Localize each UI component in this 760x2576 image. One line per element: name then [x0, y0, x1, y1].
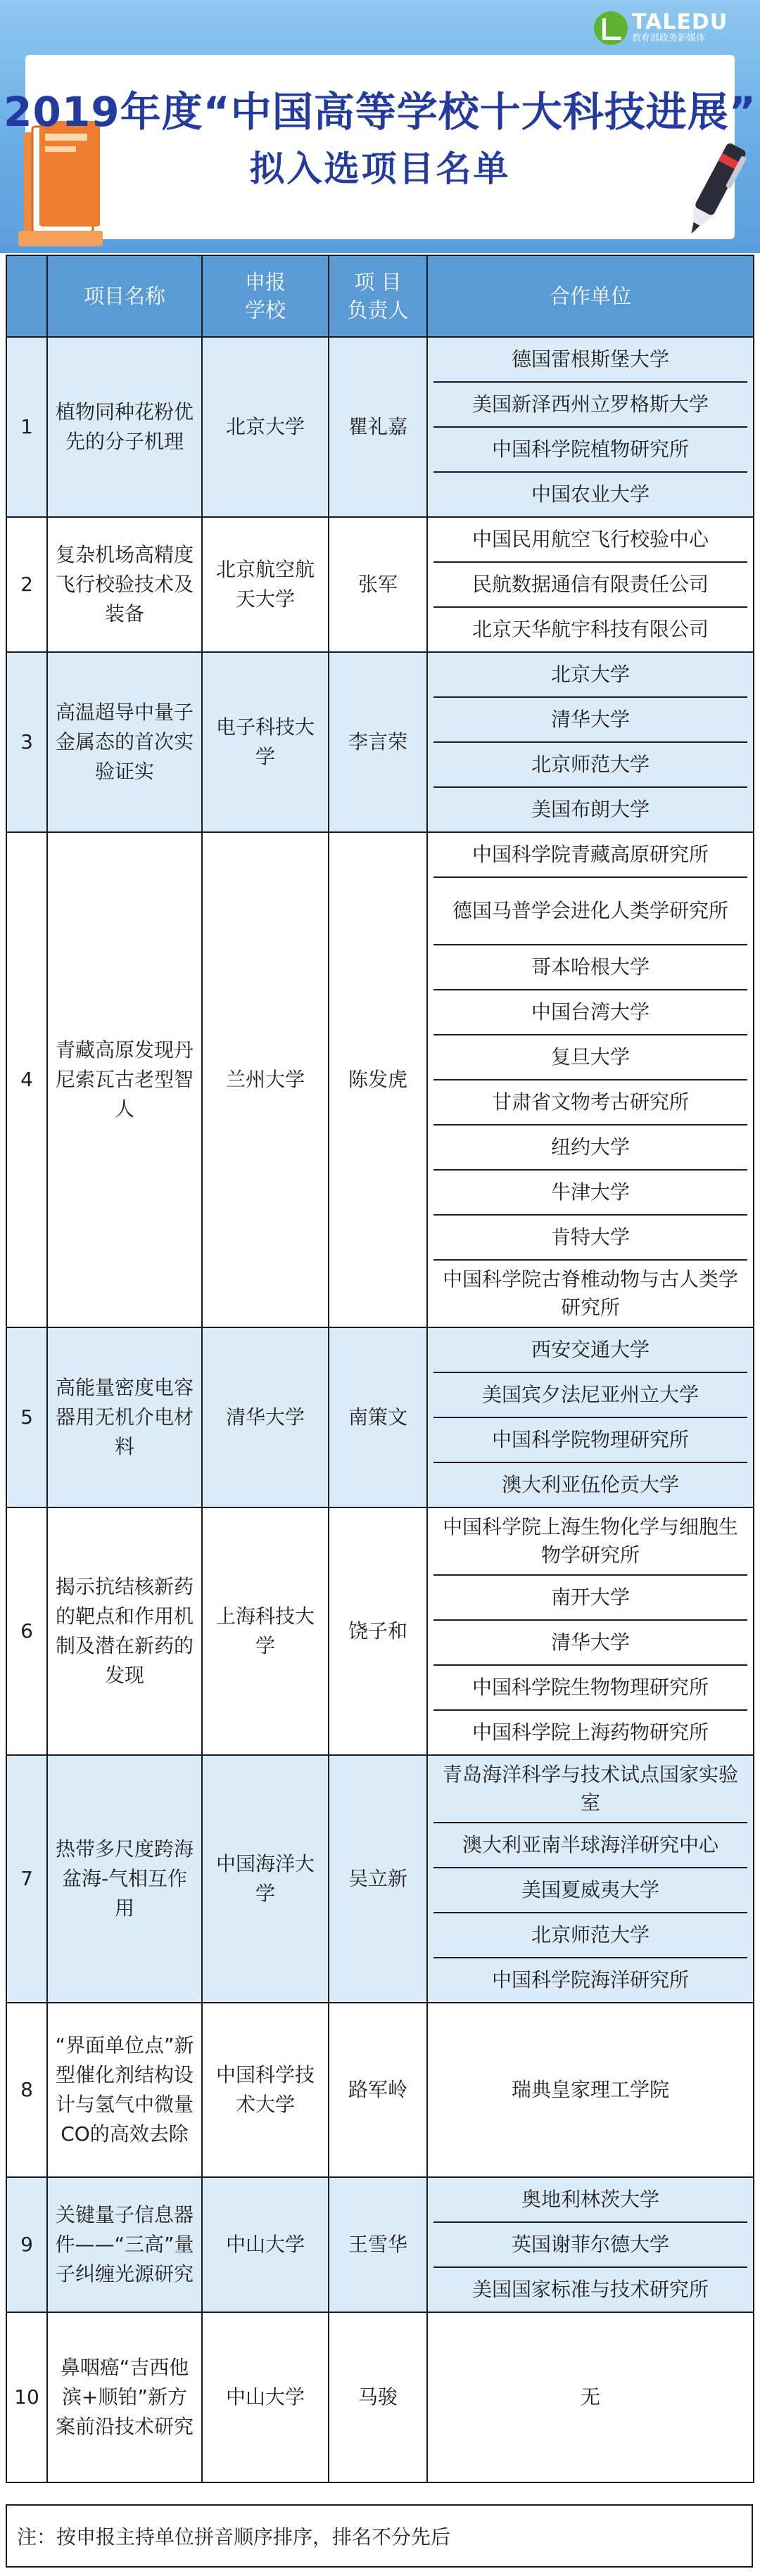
project-name: 青藏高原发现丹尼索瓦古老型智人 [47, 832, 202, 1327]
row-number: 2 [6, 517, 47, 652]
school: 中国海洋大学 [202, 1755, 329, 2003]
page-subtitle: 拟入选项目名单 [249, 148, 511, 189]
row-number: 10 [6, 2312, 47, 2482]
header-leader: 项 目 负责人 [329, 255, 427, 337]
partner-item: 中国台湾大学 [433, 990, 747, 1035]
project-name: 复杂机场高精度飞行校验技术及装备 [47, 517, 202, 652]
header-number [6, 255, 47, 337]
leader: 王雪华 [329, 2177, 427, 2312]
leader: 吴立新 [329, 1755, 427, 2003]
partner-list [427, 2003, 754, 2177]
partner-item: 民航数据通信有限责任公司 [433, 563, 747, 608]
partner-item: 中国科学院植物研究所 [433, 428, 747, 473]
partner-item: 青岛海洋科学与技术试点国家实验室 [433, 1756, 747, 1823]
row-number: 8 [6, 2003, 47, 2177]
project-name: 植物同种花粉优先的分子机理 [47, 337, 202, 517]
partner-item: 美国国家标准与技术研究所 [471, 2278, 709, 2301]
row-number: 1 [6, 337, 47, 517]
partner-list [427, 1755, 754, 2003]
partner-list [427, 2177, 754, 2312]
publisher-logo [594, 10, 742, 46]
table-row [6, 2312, 754, 2482]
partner-item: 美国新泽西州立罗格斯大学 [433, 383, 747, 428]
leader: 路军岭 [329, 2003, 427, 2177]
table-row [6, 517, 754, 652]
table-row [6, 337, 754, 517]
partner-item: 哥本哈根大学 [433, 945, 747, 990]
table-row [6, 2177, 754, 2312]
logo-icon [594, 11, 628, 45]
school: 中山大学 [202, 2312, 329, 2482]
leader: 李言荣 [329, 652, 427, 832]
school: 上海科技大学 [202, 1507, 329, 1755]
partner-list [427, 517, 754, 652]
partner-item: 复旦大学 [433, 1035, 747, 1080]
partner-list [427, 337, 754, 517]
partner-item: 英国谢菲尔德大学 [433, 2223, 747, 2268]
partner-list [427, 652, 754, 832]
partner-item: 牛津大学 [433, 1171, 747, 1216]
partner-item: 清华大学 [433, 698, 747, 743]
project-name: “界面单位点”新型催化剂结构设计与氢气中微量CO的高效去除 [47, 2003, 202, 2177]
partner-item: 南开大学 [433, 1576, 747, 1621]
partner-item: 瑞典皇家理工学院 [511, 2078, 669, 2101]
leader: 张军 [329, 517, 427, 652]
partner-item: 奥地利林茨大学 [433, 2178, 747, 2223]
partner-item: 北京师范大学 [433, 1913, 747, 1958]
table-row [6, 1327, 754, 1507]
table-row [6, 2003, 754, 2177]
project-name: 高温超导中量子金属态的首次实验证实 [47, 652, 202, 832]
table-row [6, 652, 754, 832]
partner-item: 中国民用航空飞行校验中心 [433, 518, 747, 563]
school: 北京航空航天大学 [202, 517, 329, 652]
partner-item: 澳大利亚伍伦贡大学 [501, 1473, 679, 1496]
row-number: 6 [6, 1507, 47, 1755]
row-number: 5 [6, 1327, 47, 1507]
page-title: 2019年度“中国高等学校十大科技进展” [4, 88, 756, 136]
row-number: 7 [6, 1755, 47, 2003]
partner-item: 中国科学院青藏高原研究所 [433, 833, 747, 878]
partner-item: 中国科学院海洋研究所 [491, 1968, 689, 1991]
leader: 马骏 [329, 2312, 427, 2482]
row-number: 3 [6, 652, 47, 832]
project-name: 鼻咽癌“吉西他滨+顺铂”新方案前沿技术研究 [47, 2312, 202, 2482]
school: 北京大学 [202, 337, 329, 517]
partner-item: 中国科学院上海药物研究所 [471, 1721, 709, 1744]
partner-item: 德国马普学会进化人类学研究所 [433, 878, 747, 945]
partner-item: 中国农业大学 [531, 483, 650, 506]
partner-item: 北京师范大学 [433, 743, 747, 788]
partner-item: 中国科学院古脊椎动物与古人类学研究所 [442, 1268, 738, 1319]
school: 兰州大学 [202, 832, 329, 1327]
partner-list [427, 1327, 754, 1507]
partner-list [427, 2312, 754, 2482]
logo-tagline: 教育部政务新媒体 [632, 33, 706, 44]
project-table [6, 255, 754, 2483]
header-banner [0, 0, 760, 253]
table-row [6, 832, 754, 1327]
header-partners: 合作单位 [427, 255, 754, 337]
partner-list [427, 832, 754, 1327]
partner-item: 中国科学院物理研究所 [433, 1418, 747, 1463]
partner-item: 美国布朗大学 [531, 798, 650, 821]
leader: 陈发虎 [329, 832, 427, 1327]
logo-name: TALEDU [632, 10, 728, 34]
school: 电子科技大学 [202, 652, 329, 832]
partner-item: 纽约大学 [433, 1126, 747, 1171]
table-header-row [6, 255, 754, 337]
partner-item: 美国宾夕法尼亚州立大学 [433, 1373, 747, 1418]
partner-item: 无 [580, 2385, 600, 2409]
project-name: 揭示抗结核新药的靶点和作用机制及潜在新药的发现 [47, 1507, 202, 1755]
school: 中国科学技术大学 [202, 2003, 329, 2177]
school: 中山大学 [202, 2177, 329, 2312]
partner-list [427, 1507, 754, 1755]
school: 清华大学 [202, 1327, 329, 1507]
partner-item: 中国科学院生物物理研究所 [433, 1666, 747, 1711]
table-row [6, 1507, 754, 1755]
project-name: 热带多尺度跨海盆海-气相互作用 [47, 1755, 202, 2003]
partner-item: 肯特大学 [433, 1216, 747, 1261]
footnote: 注：按申报主持单位拼音顺序排序，排名不分先后 [6, 2504, 753, 2568]
partner-item: 西安交通大学 [433, 1328, 747, 1373]
row-number: 9 [6, 2177, 47, 2312]
table-row [6, 1755, 754, 2003]
row-number: 4 [6, 832, 47, 1327]
partner-item: 美国夏威夷大学 [433, 1868, 747, 1913]
project-name: 关键量子信息器件——“三高”量子纠缠光源研究 [47, 2177, 202, 2312]
leader: 瞿礼嘉 [329, 337, 427, 517]
partner-item: 甘肃省文物考古研究所 [433, 1080, 747, 1126]
partner-item: 北京大学 [433, 653, 747, 698]
partner-item: 清华大学 [433, 1621, 747, 1666]
partner-item: 中国科学院上海生物化学与细胞生物学研究所 [433, 1508, 747, 1576]
leader: 饶子和 [329, 1507, 427, 1755]
partner-item: 北京天华航宇科技有限公司 [471, 618, 709, 641]
partner-item: 德国雷根斯堡大学 [433, 338, 747, 383]
partner-item: 澳大利亚南半球海洋研究中心 [433, 1823, 747, 1868]
project-name: 高能量密度电容器用无机介电材料 [47, 1327, 202, 1507]
header-project-name: 项目名称 [47, 255, 202, 337]
header-school: 申报 学校 [202, 255, 329, 337]
leader: 南策文 [329, 1327, 427, 1507]
